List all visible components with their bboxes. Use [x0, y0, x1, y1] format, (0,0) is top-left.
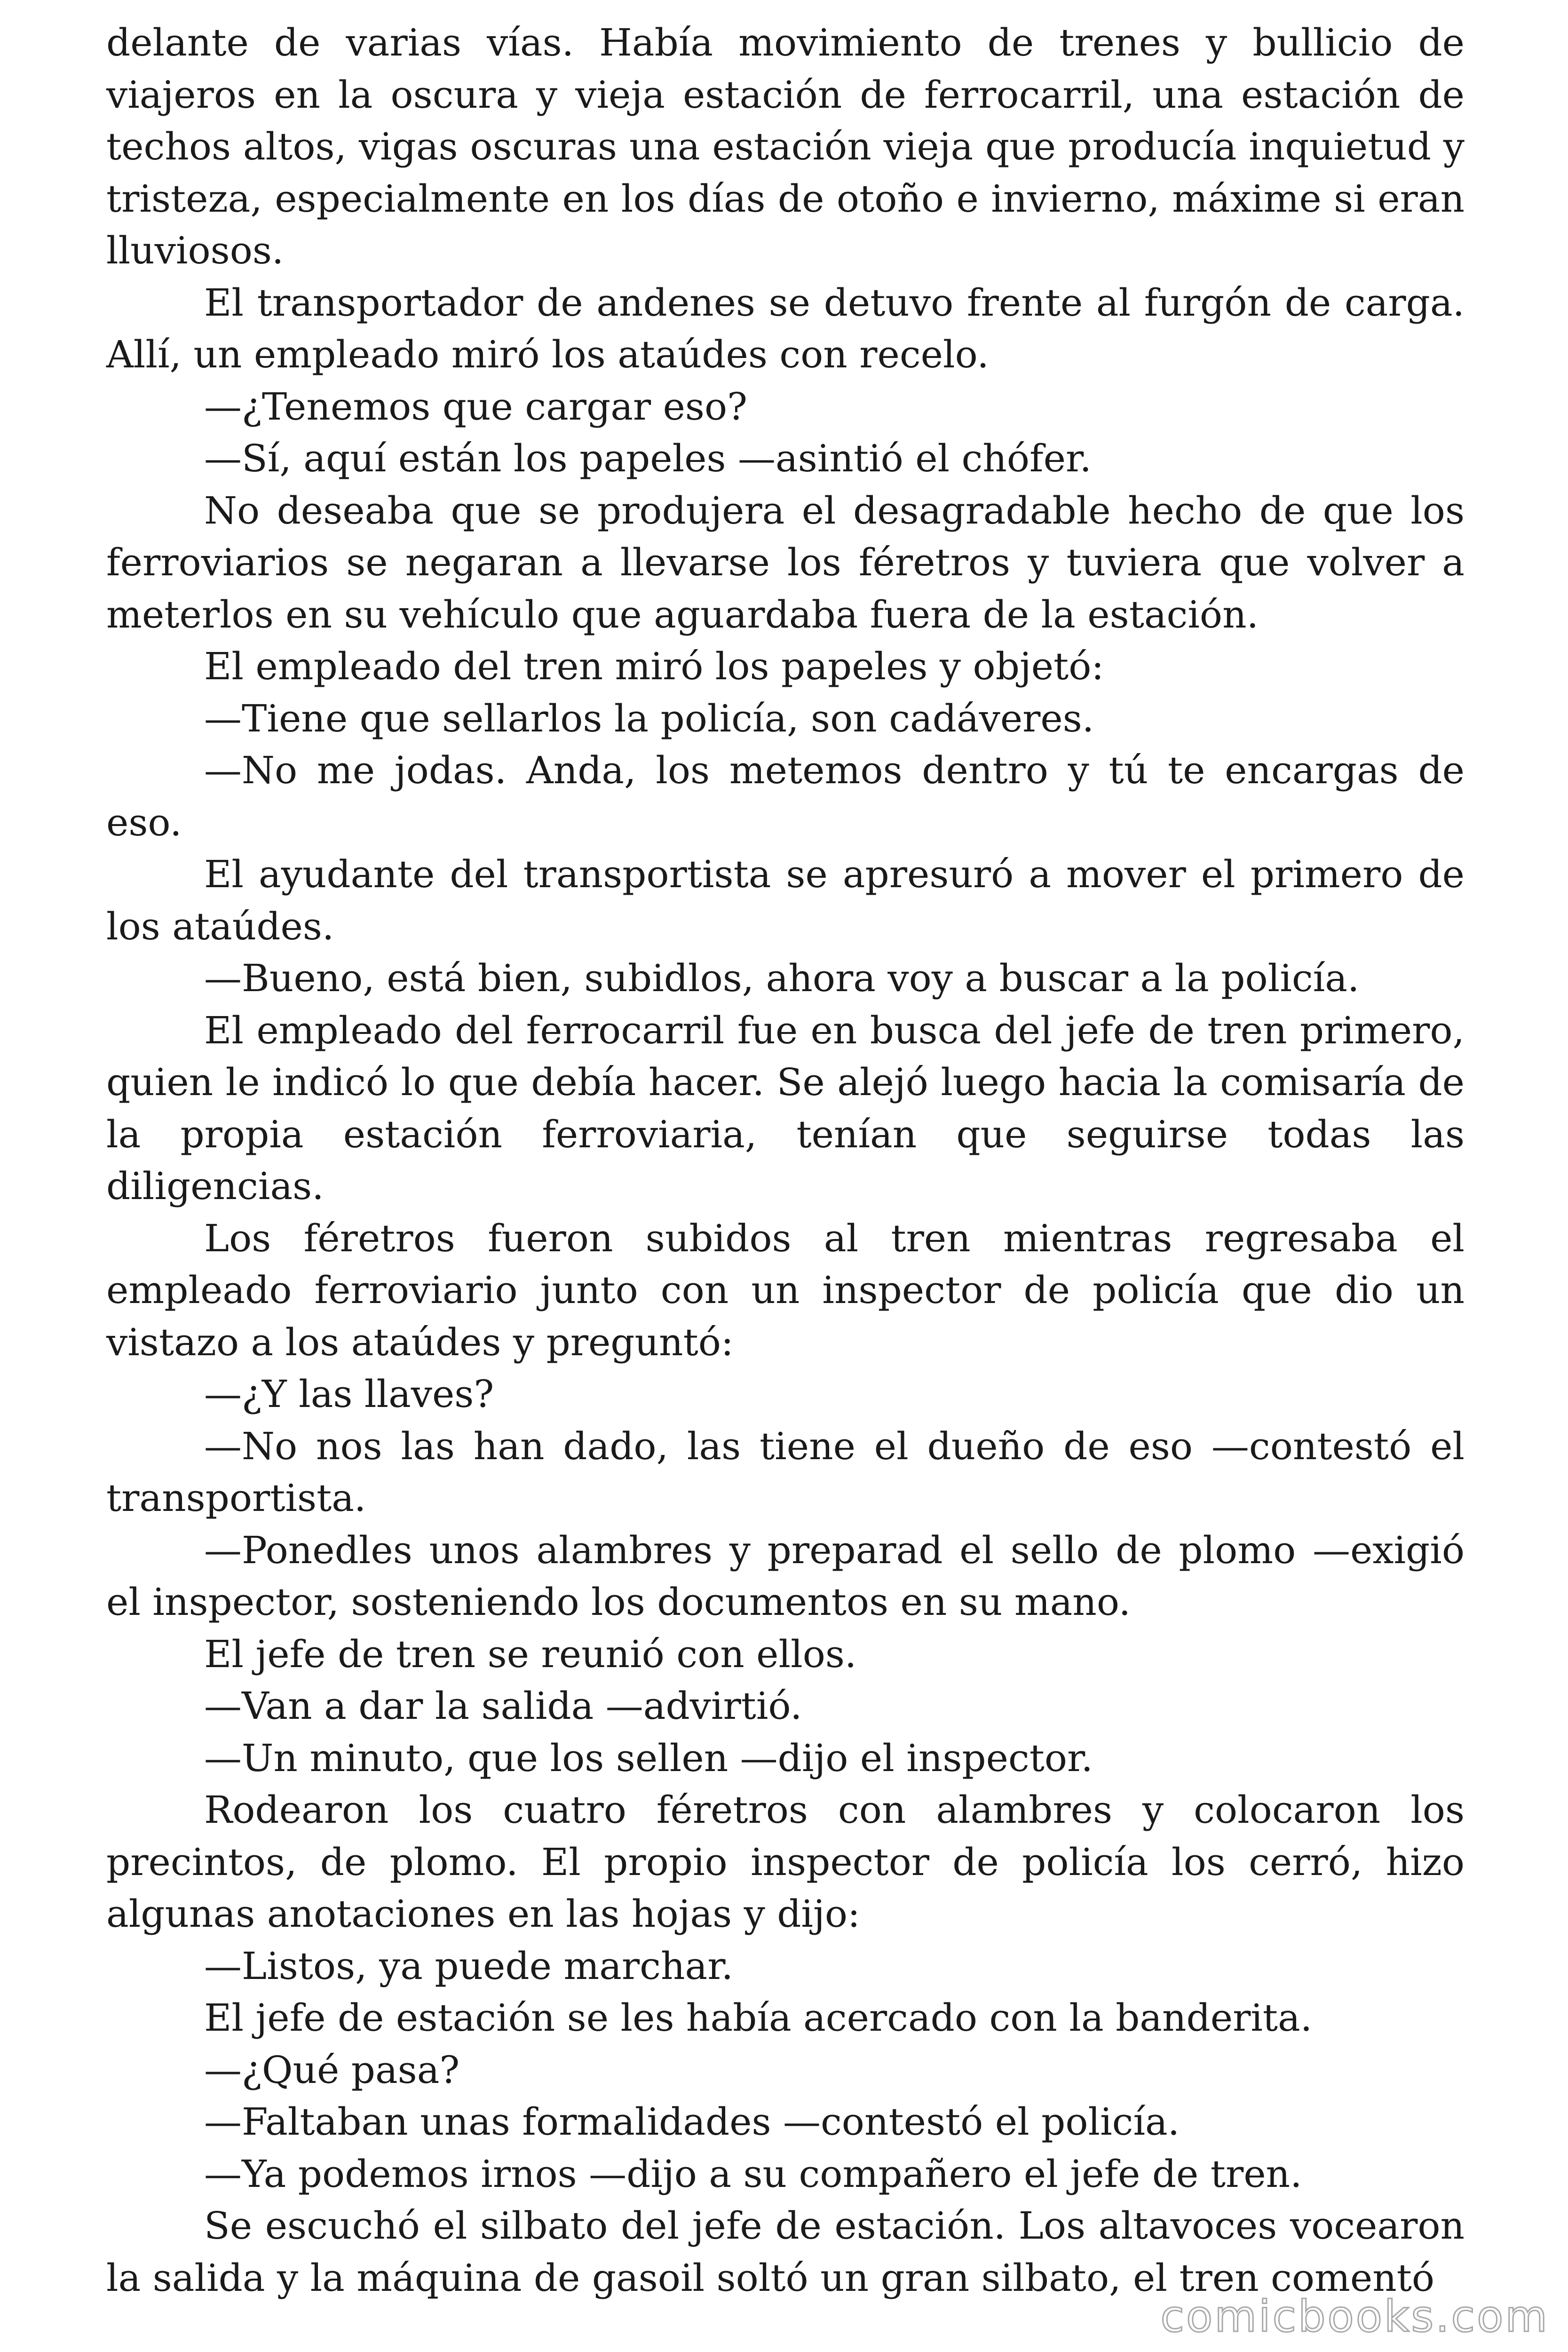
- paragraph: Se escuchó el silbato del jefe de estación. Los altavoces vocearon la salida y la máquina de gasoil soltó un gran silbato, el tren comentó: [106, 2204, 1465, 2300]
- paragraph: —Listos, ya puede marchar.: [204, 1944, 734, 1988]
- paragraph: —¿Y las llaves?: [204, 1372, 494, 1416]
- paragraph: El transportador de andenes se detuvo frente al furgón de carga. Allí, un empleado miró los ataúdes con recelo.: [106, 280, 1465, 376]
- paragraph: El jefe de estación se les había acercado con la banderita.: [204, 1996, 1313, 2040]
- watermark: comicbooks.com: [1160, 2291, 1549, 2342]
- paragraph: —Tiene que sellarlos la policía, son cadáveres.: [204, 696, 1094, 740]
- paragraph: No deseaba que se produjera el desagradable hecho de que los ferroviarios se negaran a llevarse los féretros y tuviera que volver a meterlos en su vehículo que aguardaba fuera de la estación.: [106, 488, 1465, 636]
- paragraph: Los féretros fueron subidos al tren mientras regresaba el empleado ferroviario junto con un inspector de policía que dio un vistazo a los ataúdes y preguntó:: [106, 1216, 1465, 1364]
- page-text: [106, 17, 1465, 2304]
- paragraph: delante de varias vías. Había movimiento de trenes y bullicio de viajeros en la oscura y vieja estación de ferrocarril, una estación de techos altos, vigas oscuras una estación vieja que producía inquietud y tristeza, especialmente en los días de otoño e invierno, máxime si eran lluviosos.: [106, 21, 1465, 272]
- paragraph: El empleado del ferrocarril fue en busca del jefe de tren primero, quien le indicó lo que debía hacer. Se alejó luego hacia la comisaría de la propia estación ferroviaria, tenían que seguirse todas las diligencias.: [106, 1008, 1465, 1208]
- paragraph: —Ponedles unos alambres y preparad el sello de plomo —exigió el inspector, sosteniendo los documentos en su mano.: [106, 1528, 1465, 1624]
- paragraph: —Faltaban unas formalidades —contestó el policía.: [204, 2100, 1180, 2144]
- paragraph: El ayudante del transportista se apresuró a mover el primero de los ataúdes.: [106, 852, 1465, 948]
- paragraph: —Sí, aquí están los papeles —asintió el chófer.: [204, 437, 1092, 480]
- paragraph: —Ya podemos irnos —dijo a su compañero el jefe de tren.: [204, 2152, 1302, 2196]
- paragraph: El empleado del tren miró los papeles y objetó:: [204, 644, 1104, 688]
- paragraph: —Van a dar la salida —advirtió.: [204, 1684, 802, 1728]
- paragraph: —No nos las han dado, las tiene el dueño de eso —contestó el transportista.: [106, 1424, 1465, 1520]
- paragraph: —Un minuto, que los sellen —dijo el inspector.: [204, 1736, 1093, 1780]
- paragraph: Rodearon los cuatro féretros con alambres y colocaron los precintos, de plomo. El propio inspector de policía los cerró, hizo algunas anotaciones en las hojas y dijo:: [106, 1788, 1465, 1936]
- paragraph: —¿Tenemos que cargar eso?: [204, 384, 748, 429]
- paragraph: El jefe de tren se reunió con ellos.: [204, 1632, 857, 1676]
- paragraph: —Bueno, está bien, subidlos, ahora voy a buscar a la policía.: [204, 956, 1360, 1000]
- paragraph: —¿Qué pasa?: [204, 2048, 460, 2092]
- paragraph: —No me jodas. Anda, los metemos dentro y tú te encargas de eso.: [106, 748, 1465, 844]
